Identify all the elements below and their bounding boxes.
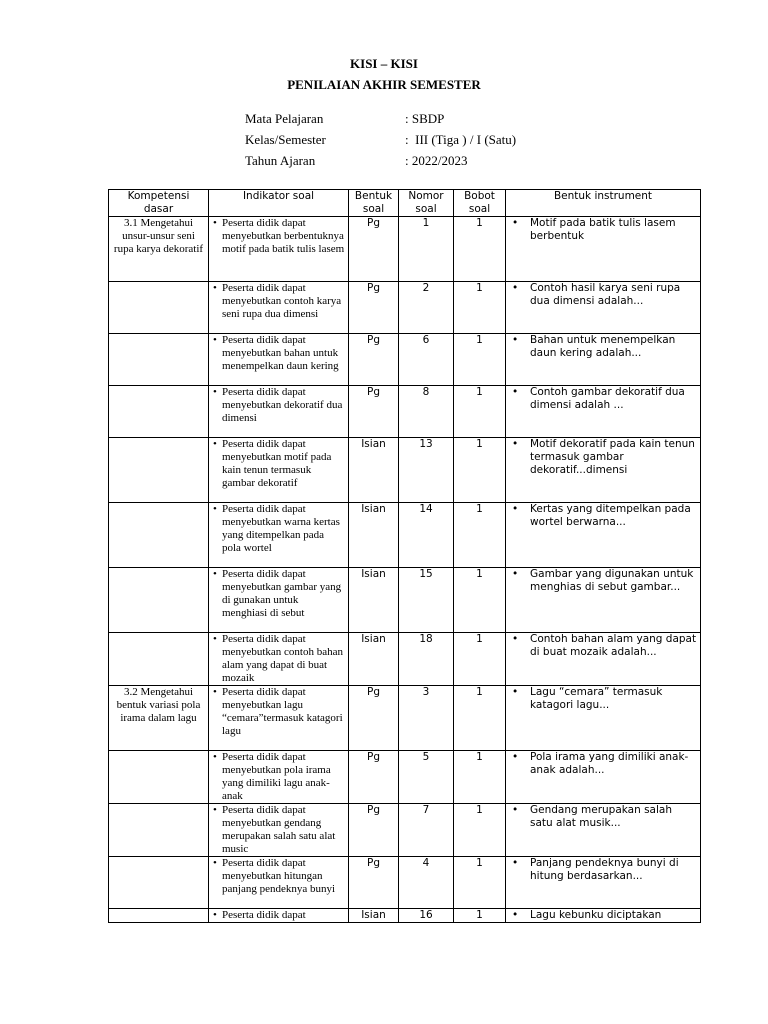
bentuk-soal-cell: Isian xyxy=(349,503,399,568)
header-nomor-soal: Nomor soal xyxy=(399,190,454,217)
bullet-icon: • xyxy=(512,217,519,229)
bullet-icon: • xyxy=(213,633,217,645)
table-row xyxy=(109,438,701,503)
bobot-soal-cell: 1 xyxy=(454,686,506,751)
bentuk-soal-cell: Isian xyxy=(349,909,399,923)
document-subtitle: PENILAIAN AKHIR SEMESTER xyxy=(287,77,481,92)
instrumen-cell xyxy=(506,217,701,282)
nomor-soal-cell: 1 xyxy=(399,217,454,282)
instrumen-text: Lagu “cemara” termasuk katagori lagu... xyxy=(530,686,663,711)
indikator-cell xyxy=(209,686,349,751)
kompetensi-cell: 3.1 Mengetahui unsur-unsur seni rupa karya dekoratif xyxy=(109,217,209,282)
bullet-icon: • xyxy=(512,503,519,515)
bobot-soal-cell: 1 xyxy=(454,804,506,857)
kompetensi-cell xyxy=(109,804,209,857)
instrumen-text: Bahan untuk menempelkan daun kering adalah... xyxy=(530,334,676,359)
kompetensi-cell: 3.2 Mengetahui bentuk variasi pola irama dalam lagu xyxy=(109,686,209,751)
indikator-text: Peserta didik dapat menyebutkan motif pada kain tenun termasuk gambar dekoratif xyxy=(222,438,332,489)
instrumen-cell xyxy=(506,438,701,503)
bullet-icon: • xyxy=(213,217,217,229)
instrumen-text: Pola irama yang dimiliki anak-anak adalah... xyxy=(530,751,689,776)
kompetensi-cell xyxy=(109,568,209,633)
header-bentuk-instrumen: Bentuk instrument xyxy=(506,190,701,217)
bentuk-soal-cell: Isian xyxy=(349,568,399,633)
indikator-cell xyxy=(209,633,349,686)
nomor-soal-cell: 16 xyxy=(399,909,454,923)
table-row xyxy=(109,857,701,909)
table-row xyxy=(109,633,701,686)
bullet-icon: • xyxy=(213,282,217,294)
indikator-cell xyxy=(209,438,349,503)
indikator-text: Peserta didik dapat menyebutkan berbentuknya motif pada batik tulis lasem xyxy=(222,217,345,255)
kompetensi-cell xyxy=(109,334,209,386)
indikator-text: Peserta didik dapat menyebutkan dekoratif dua dimensi xyxy=(222,386,343,424)
header-kompetensi: Kompetensi dasar xyxy=(109,190,209,217)
instrumen-text: Lagu kebunku diciptakan xyxy=(530,909,662,921)
bullet-icon: • xyxy=(213,334,217,346)
bullet-icon: • xyxy=(213,503,217,515)
kisi-table xyxy=(108,189,701,923)
nomor-soal-cell: 7 xyxy=(399,804,454,857)
kompetensi-cell xyxy=(109,503,209,568)
info-label: Tahun Ajaran xyxy=(245,153,316,168)
instrumen-cell xyxy=(506,568,701,633)
bentuk-soal-cell: Pg xyxy=(349,751,399,804)
bullet-icon: • xyxy=(213,804,217,816)
indikator-cell xyxy=(209,857,349,909)
table-row xyxy=(109,568,701,633)
nomor-soal-cell: 2 xyxy=(399,282,454,334)
instrumen-text: Gendang merupakan salah satu alat musik... xyxy=(530,804,673,829)
instrumen-text: Contoh bahan alam yang dapat di buat mozaik adalah... xyxy=(530,633,697,658)
bullet-icon: • xyxy=(512,804,519,816)
instrumen-cell xyxy=(506,386,701,438)
info-value: : III (Tiga ) / I (Satu) xyxy=(405,132,517,147)
bullet-icon: • xyxy=(512,334,519,346)
indikator-cell xyxy=(209,282,349,334)
instrumen-text: Panjang pendeknya bunyi di hitung berdasarkan... xyxy=(530,857,679,882)
bullet-icon: • xyxy=(213,751,217,763)
indikator-cell xyxy=(209,386,349,438)
info-value: : 2022/2023 xyxy=(405,153,468,168)
bobot-soal-cell: 1 xyxy=(454,751,506,804)
bentuk-soal-cell: Pg xyxy=(349,804,399,857)
nomor-soal-cell: 14 xyxy=(399,503,454,568)
info-label: Kelas/Semester xyxy=(245,132,326,147)
indikator-text: Peserta didik dapat menyebutkan lagu “cemara”termasuk katagori lagu xyxy=(222,686,343,737)
indikator-cell xyxy=(209,334,349,386)
header-bentuk-soal: Bentuk soal xyxy=(349,190,399,217)
indikator-text: Peserta didik dapat menyebutkan warna kertas yang ditempelkan pada pola wortel xyxy=(222,503,340,554)
header-bobot-soal: Bobot soal xyxy=(454,190,506,217)
instrumen-cell xyxy=(506,857,701,909)
indikator-text: Peserta didik dapat menyebutkan bahan untuk menempelkan daun kering xyxy=(222,334,339,372)
bobot-soal-cell: 1 xyxy=(454,438,506,503)
bullet-icon: • xyxy=(512,909,519,921)
table-row xyxy=(109,909,701,923)
nomor-soal-cell: 6 xyxy=(399,334,454,386)
info-label: Mata Pelajaran xyxy=(245,111,324,126)
header-indikator: Indikator soal xyxy=(209,190,349,217)
kompetensi-cell xyxy=(109,857,209,909)
instrumen-text: Kertas yang ditempelkan pada wortel berwarna... xyxy=(530,503,691,528)
instrumen-text: Motif pada batik tulis lasem berbentuk xyxy=(530,217,676,242)
kompetensi-cell xyxy=(109,386,209,438)
instrumen-cell xyxy=(506,633,701,686)
bullet-icon: • xyxy=(213,909,217,921)
bullet-icon: • xyxy=(512,857,519,869)
kompetensi-cell xyxy=(109,438,209,503)
table-row xyxy=(109,334,701,386)
bullet-icon: • xyxy=(213,386,217,398)
bullet-icon: • xyxy=(213,857,217,869)
indikator-text: Peserta didik dapat menyebutkan contoh karya seni rupa dua dimensi xyxy=(222,282,342,320)
kompetensi-cell xyxy=(109,282,209,334)
bentuk-soal-cell: Pg xyxy=(349,217,399,282)
indikator-cell xyxy=(209,503,349,568)
indikator-text: Peserta didik dapat menyebutkan hitungan panjang pendeknya bunyi xyxy=(222,857,336,895)
table-row xyxy=(109,503,701,568)
bullet-icon: • xyxy=(213,568,217,580)
indikator-text: Peserta didik dapat menyebutkan contoh bahan alam yang dapat di buat mozaik xyxy=(222,633,343,684)
table-row xyxy=(109,282,701,334)
table-row xyxy=(109,217,701,282)
indikator-text: Peserta didik dapat xyxy=(222,909,306,921)
instrumen-cell xyxy=(506,503,701,568)
indikator-cell xyxy=(209,804,349,857)
bullet-icon: • xyxy=(512,751,519,763)
indikator-text: Peserta didik dapat menyebutkan pola irama yang dimiliki lagu anak-anak xyxy=(222,751,331,802)
nomor-soal-cell: 13 xyxy=(399,438,454,503)
indikator-text: Peserta didik dapat menyebutkan gendang merupakan salah satu alat music xyxy=(222,804,336,855)
bullet-icon: • xyxy=(512,438,519,450)
nomor-soal-cell: 4 xyxy=(399,857,454,909)
kompetensi-cell xyxy=(109,909,209,923)
bobot-soal-cell: 1 xyxy=(454,633,506,686)
nomor-soal-cell: 18 xyxy=(399,633,454,686)
document-title: KISI – KISI xyxy=(350,56,418,71)
indikator-text: Peserta didik dapat menyebutkan gambar yang di gunakan untuk menghiasi di sebut xyxy=(222,568,342,619)
table-row xyxy=(109,804,701,857)
indikator-cell xyxy=(209,217,349,282)
bullet-icon: • xyxy=(512,686,519,698)
nomor-soal-cell: 8 xyxy=(399,386,454,438)
nomor-soal-cell: 3 xyxy=(399,686,454,751)
bullet-icon: • xyxy=(512,282,519,294)
bobot-soal-cell: 1 xyxy=(454,503,506,568)
table-header-row xyxy=(109,190,701,217)
kompetensi-cell xyxy=(109,633,209,686)
bentuk-soal-cell: Pg xyxy=(349,386,399,438)
bobot-soal-cell: 1 xyxy=(454,282,506,334)
instrumen-cell xyxy=(506,804,701,857)
instrumen-text: Motif dekoratif pada kain tenun termasuk gambar dekoratif...dimensi xyxy=(530,438,695,476)
nomor-soal-cell: 5 xyxy=(399,751,454,804)
bentuk-soal-cell: Pg xyxy=(349,686,399,751)
instrumen-cell xyxy=(506,909,701,923)
bullet-icon: • xyxy=(213,438,217,450)
table-row xyxy=(109,751,701,804)
bobot-soal-cell: 1 xyxy=(454,857,506,909)
instrumen-text: Gambar yang digunakan untuk menghias di sebut gambar... xyxy=(530,568,694,593)
bentuk-soal-cell: Isian xyxy=(349,633,399,686)
bobot-soal-cell: 1 xyxy=(454,909,506,923)
info-value: : SBDP xyxy=(405,111,445,126)
bullet-icon: • xyxy=(512,568,519,580)
bobot-soal-cell: 1 xyxy=(454,217,506,282)
indikator-cell xyxy=(209,909,349,923)
instrumen-cell xyxy=(506,686,701,751)
instrumen-text: Contoh gambar dekoratif dua dimensi adalah ... xyxy=(530,386,685,411)
bobot-soal-cell: 1 xyxy=(454,386,506,438)
table-row xyxy=(109,686,701,751)
bentuk-soal-cell: Pg xyxy=(349,334,399,386)
instrumen-cell xyxy=(506,751,701,804)
indikator-cell xyxy=(209,751,349,804)
bullet-icon: • xyxy=(213,686,217,698)
indikator-cell xyxy=(209,568,349,633)
instrumen-text: Contoh hasil karya seni rupa dua dimensi adalah... xyxy=(530,282,681,307)
bobot-soal-cell: 1 xyxy=(454,568,506,633)
bobot-soal-cell: 1 xyxy=(454,334,506,386)
nomor-soal-cell: 15 xyxy=(399,568,454,633)
bentuk-soal-cell: Isian xyxy=(349,438,399,503)
kompetensi-cell xyxy=(109,751,209,804)
bentuk-soal-cell: Pg xyxy=(349,282,399,334)
table-row xyxy=(109,386,701,438)
bullet-icon: • xyxy=(512,633,519,645)
instrumen-cell xyxy=(506,334,701,386)
bullet-icon: • xyxy=(512,386,519,398)
instrumen-cell xyxy=(506,282,701,334)
bentuk-soal-cell: Pg xyxy=(349,857,399,909)
